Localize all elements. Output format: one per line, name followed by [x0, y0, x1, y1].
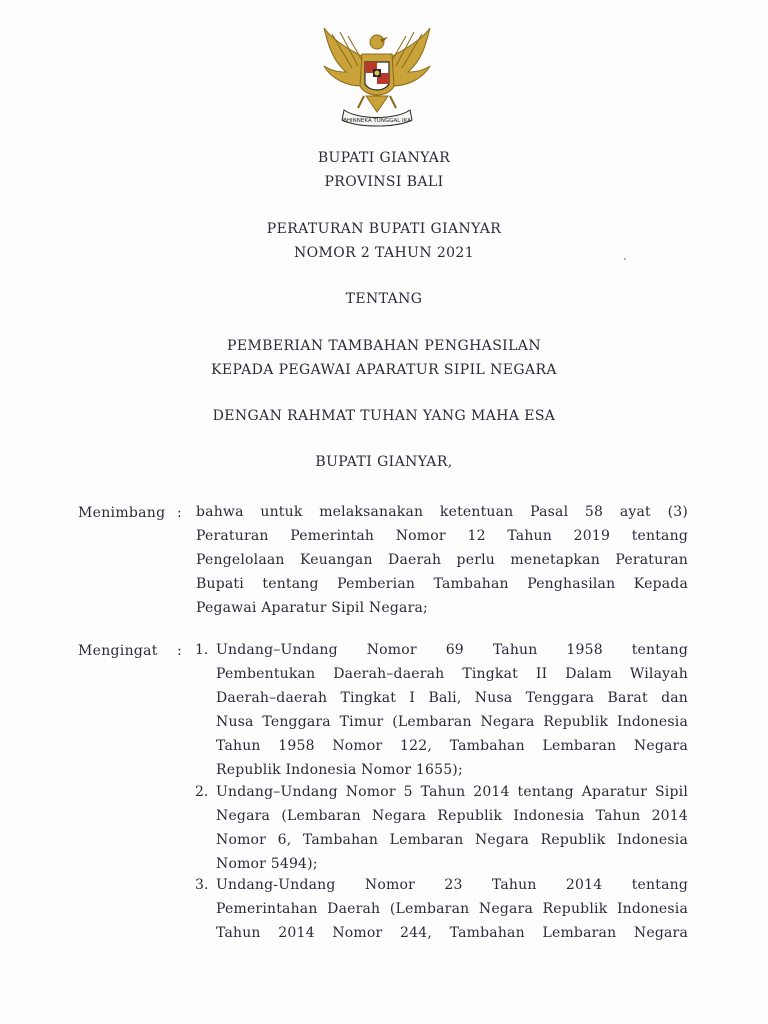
mengingat-line: Undang-Undang Nomor 23 Tahun 2014 tentang [216, 877, 688, 893]
mengingat-line: Pemerintahan Daerah (Lembaran Negara Republik Indonesia [216, 901, 688, 917]
menimbang-line: Pengelolaan Keuangan Daerah perlu menetapkan Peraturan [196, 552, 688, 568]
mengingat-item-2 [216, 780, 688, 876]
mengingat-line: Tahun 1958 Nomor 122, Tambahan Lembaran Negara [216, 738, 688, 754]
mengingat-line: Republik Indonesia Nomor 1655); [216, 762, 463, 778]
motto-text: BHINNEKA TUNGGAL IKA [343, 118, 411, 124]
mengingat-colon: : [177, 643, 182, 659]
about-heading: TENTANG [345, 291, 423, 307]
mengingat-line: Negara (Lembaran Negara Republik Indonesia Tahun 2014 [216, 808, 688, 824]
menimbang-paragraph [196, 500, 688, 620]
menimbang-colon: : [177, 505, 182, 521]
mengingat-line: Nomor 6, Tambahan Lembaran Negara Republik Indonesia [216, 832, 688, 848]
mengingat-item-3 [216, 873, 688, 945]
mengingat-label: Mengingat [78, 643, 158, 659]
mengingat-line: Tahun 2014 Nomor 244, Tambahan Lembaran Negara [216, 925, 688, 941]
mengingat-item-number: 3. [195, 877, 209, 893]
menimbang-line: Bupati tentang Pemberian Tambahan Penghasilan Kepada [196, 576, 688, 592]
garuda-pancasila-icon [318, 24, 436, 132]
mengingat-line: Undang–Undang Nomor 5 Tahun 2014 tentang Aparatur Sipil [216, 784, 688, 800]
mengingat-item-number: 1. [195, 642, 209, 658]
mengingat-item-number: 2. [195, 784, 209, 800]
menimbang-line: bahwa untuk melaksanakan ketentuan Pasal 58 ayat (3) [196, 504, 688, 520]
scan-speck [624, 258, 626, 260]
regent-title-line2: PROVINSI BALI [324, 174, 444, 190]
regulation-title: PERATURAN BUPATI GIANYAR [266, 221, 502, 237]
regulation-number: NOMOR 2 TAHUN 2021 [293, 245, 475, 261]
regent-title-line1: BUPATI GIANYAR [317, 150, 451, 166]
menimbang-line: Pegawai Aparatur Sipil Negara; [196, 600, 428, 616]
blessing-line: DENGAN RAHMAT TUHAN YANG MAHA ESA [212, 408, 556, 424]
subject-line2: KEPADA PEGAWAI APARATUR SIPIL NEGARA [211, 362, 557, 378]
mengingat-line: Nusa Tenggara Timur (Lembaran Negara Republik Indonesia [216, 714, 688, 730]
menimbang-line: Peraturan Pemerintah Nomor 12 Tahun 2019 tentang [196, 528, 688, 544]
menimbang-label: Menimbang [78, 505, 166, 521]
mengingat-line: Pembentukan Daerah–daerah Tingkat II Dalam Wilayah [216, 666, 688, 682]
regent-call: BUPATI GIANYAR, [315, 454, 453, 470]
subject-line1: PEMBERIAN TAMBAHAN PENGHASILAN [227, 338, 541, 354]
mengingat-line: Undang–Undang Nomor 69 Tahun 1958 tentang [216, 642, 688, 658]
mengingat-line: Daerah–daerah Tingkat I Bali, Nusa Tenggara Barat dan [216, 690, 688, 706]
mengingat-item-1 [216, 638, 688, 782]
mengingat-line: Nomor 5494); [216, 856, 318, 872]
